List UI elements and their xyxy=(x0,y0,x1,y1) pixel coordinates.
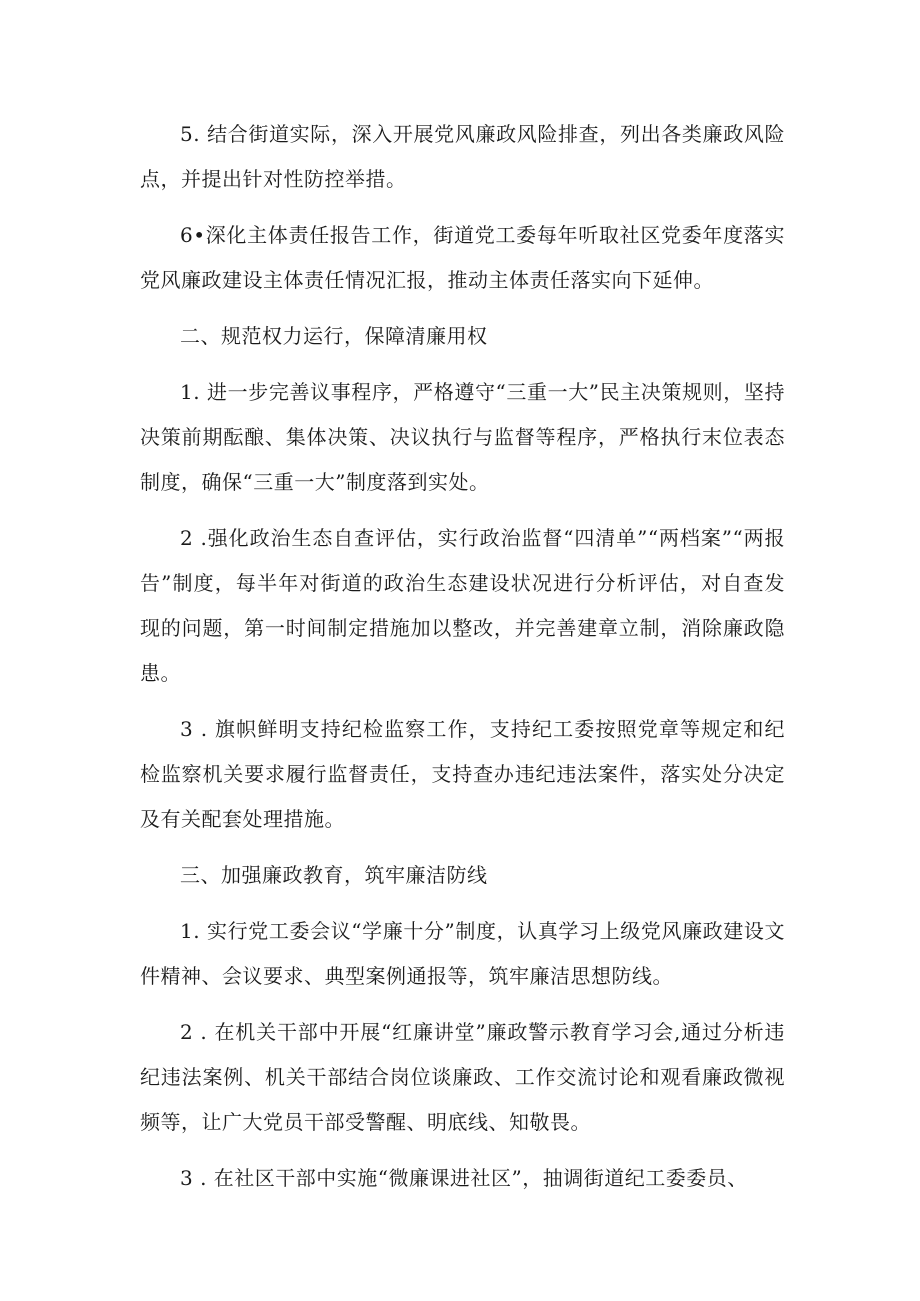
paragraph-item-2-1: 1. 进一步完善议事程序，严格遵守“三重一大”民主决策规则，坚持决策前期酝酿、集体决策、决议执行与监督等程序，严格执行末位表态制度，确保“三重一大”制度落到实处。 xyxy=(140,380,785,494)
section-heading-3: 三、加强廉政教育，筑牢廉洁防线 xyxy=(180,863,488,887)
paragraph-item-6: 6•深化主体责任报告工作，街道党工委每年听取社区党委年度落实党风廉政建设主体责任情况汇报，推动主体责任落实向下延伸。 xyxy=(140,223,785,292)
paragraph-item-3-3: 3 . 在社区干部中实施“微廉课进社区”，抽调街道纪工委委员、 xyxy=(180,1166,748,1190)
paragraph-item-2-3: 3 . 旗帜鲜明支持纪检监察工作，支持纪工委按照党章等规定和纪检监察机关要求履行监督责任，支持查办违纪违法案件，落实处分决定及有关配套处理措施。 xyxy=(140,717,785,831)
paragraph-item-2-2: 2 .强化政治生态自查评估，实行政治监督“四清单”“两档案”“两报告”制度，每半年对街道的政治生态建设状况进行分析评估，对自查发现的问题，第一时间制定措施加以整改，并完善建章立制，消除廉政隐患。 xyxy=(140,526,785,685)
paragraph-item-3-1: 1. 实行党工委会议“学廉十分”制度，认真学习上级党风廉政建设文件精神、会议要求、典型案例通报等，筑牢廉洁思想防线。 xyxy=(140,919,785,988)
document-body xyxy=(140,112,785,1212)
section-heading-2: 二、规范权力运行，保障清廉用权 xyxy=(180,324,488,348)
paragraph-item-5: 5. 结合街道实际，深入开展党风廉政风险排查，列出各类廉政风险点，并提出针对性防控举措。 xyxy=(140,122,785,191)
paragraph-item-3-2: 2 . 在机关干部中开展“红廉讲堂”廉政警示教育学习会,通过分析违纪违法案例、机关干部结合岗位谈廉政、工作交流讨论和观看廉政微视频等，让广大党员干部受警醒、明底线、知敬畏。 xyxy=(140,1020,785,1134)
